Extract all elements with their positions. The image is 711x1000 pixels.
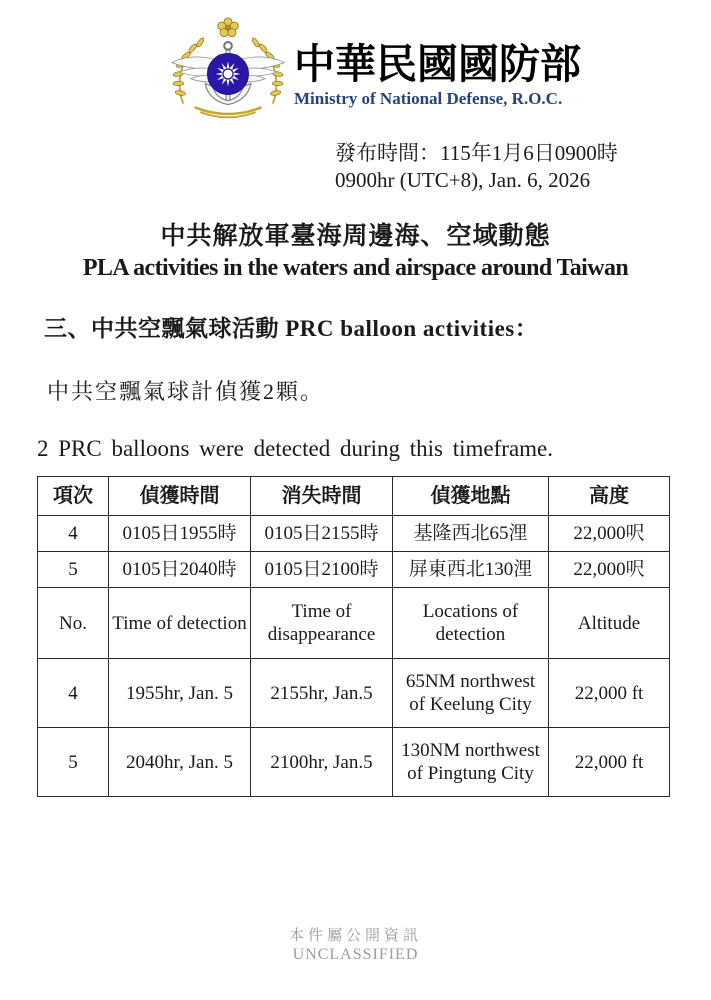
table-cell: 1955hr, Jan. 5	[109, 659, 251, 728]
table-cell: 2040hr, Jan. 5	[109, 728, 251, 797]
agency-name-en: Ministry of National Defense, R.O.C.	[294, 89, 563, 109]
table-cell: 高度	[549, 477, 670, 516]
summary-en: 2 PRC balloons were detected during this timeframe.	[37, 436, 553, 462]
table-cell: 2100hr, Jan.5	[251, 728, 393, 797]
table-cell: 基隆西北65浬	[393, 516, 549, 552]
table-cell: 5	[38, 552, 109, 588]
balloon-activity-table	[37, 476, 670, 797]
table-cell: 0105日2040時	[109, 552, 251, 588]
table-row-zh	[38, 552, 670, 588]
table-cell: 0105日2100時	[251, 552, 393, 588]
balloon-table-body	[38, 477, 670, 797]
table-cell: Altitude	[549, 588, 670, 659]
table-cell: No.	[38, 588, 109, 659]
document-title-zh: 中共解放軍臺海周邊海、空域動態	[160, 222, 551, 250]
table-label-row-en	[38, 588, 670, 659]
mnd-emblem-icon	[166, 14, 290, 132]
classification-zh: 本件屬公開資訊	[288, 928, 422, 944]
table-cell: 65NM northwest of Keelung City	[393, 659, 549, 728]
release-time-block	[335, 140, 711, 195]
table-cell: Locations of detection	[393, 588, 549, 659]
table-cell: 偵獲時間	[109, 477, 251, 516]
classification-en: UNCLASSIFIED	[292, 946, 419, 963]
table-cell: 消失時間	[251, 477, 393, 516]
agency-block	[294, 14, 581, 109]
mnd-emblem-svg	[166, 14, 290, 132]
table-cell: 130NM northwest of Pingtung City	[393, 728, 549, 797]
summary-zh: 中共空飄氣球計偵獲2顆。	[47, 379, 325, 405]
table-cell: 22,000 ft	[549, 659, 670, 728]
section-heading: 三、中共空飄氣球活動 PRC balloon activities：	[44, 316, 539, 342]
agency-name-zh: 中華民國國防部	[294, 41, 581, 87]
table-cell: 22,000 ft	[549, 728, 670, 797]
release-time-zh: 發布時間：115年1月6日0900時	[335, 141, 618, 165]
table-cell: 5	[38, 728, 109, 797]
table-cell: 22,000呎	[549, 552, 670, 588]
sun-disc-icon	[207, 53, 248, 94]
table-cell: 22,000呎	[549, 516, 670, 552]
table-cell: Time of disappearance	[251, 588, 393, 659]
table-cell: 4	[38, 516, 109, 552]
table-cell: 2155hr, Jan.5	[251, 659, 393, 728]
release-time-en: 0900hr (UTC+8), Jan. 6, 2026	[335, 168, 591, 193]
plum-blossom-icon	[218, 18, 238, 37]
document-title	[0, 222, 711, 283]
table-row-en	[38, 659, 670, 728]
table-row-en	[38, 728, 670, 797]
table-row-zh	[38, 516, 670, 552]
table-cell: 0105日2155時	[251, 516, 393, 552]
table-header-row-zh	[38, 477, 670, 516]
table-cell: 偵獲地點	[393, 477, 549, 516]
document-title-en: PLA activities in the waters and airspace around Taiwan	[82, 254, 629, 281]
table-cell: Time of detection	[109, 588, 251, 659]
table-cell: 4	[38, 659, 109, 728]
masthead	[0, 0, 711, 132]
table-cell: 0105日1955時	[109, 516, 251, 552]
table-cell: 屏東西北130浬	[393, 552, 549, 588]
page-footer	[0, 924, 711, 964]
table-cell: 項次	[38, 477, 109, 516]
